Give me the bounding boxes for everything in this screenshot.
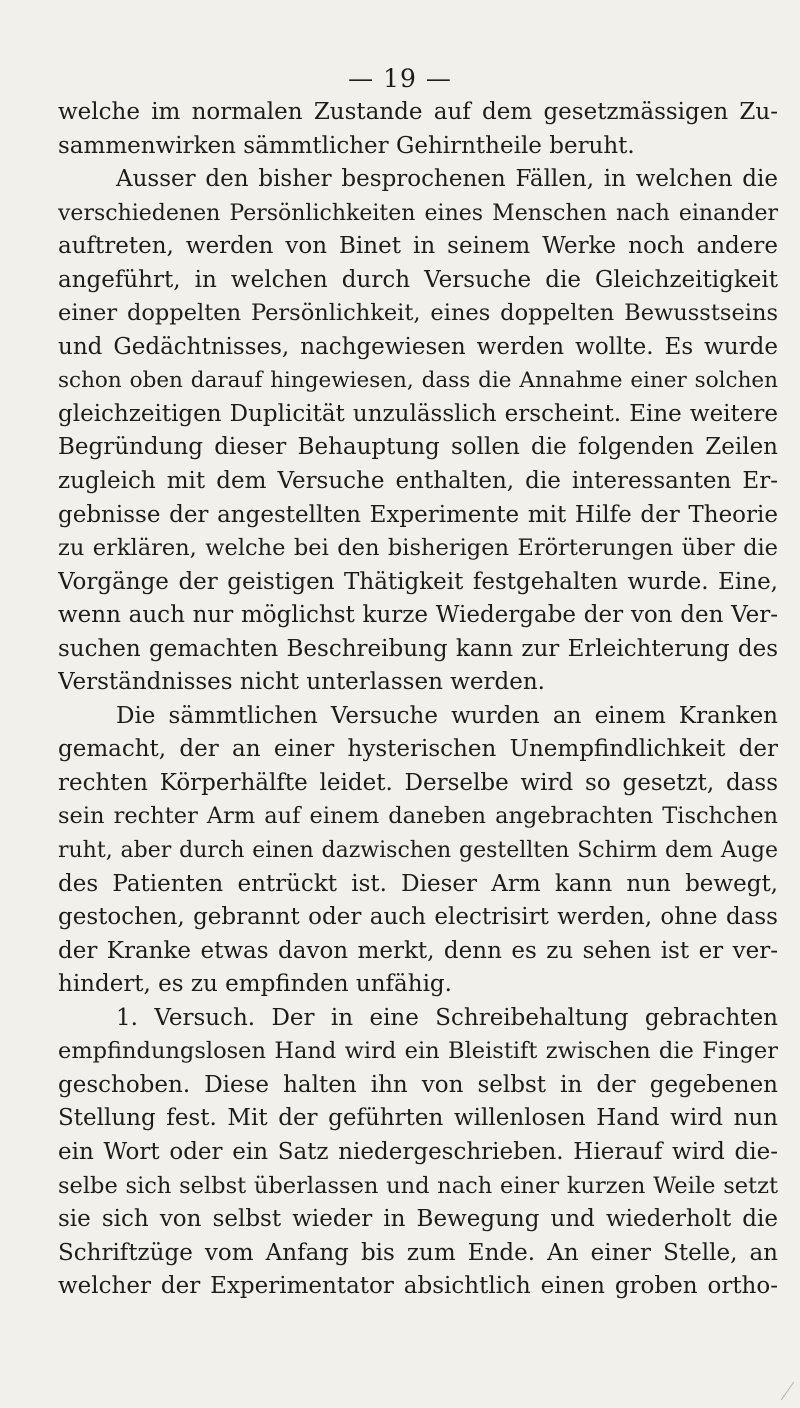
text-line: rechten Körperhälfte leidet. Derselbe wird so gesetzt, dass [58, 769, 778, 796]
text-line: gleichzeitigen Duplicität unzulässlich erscheint. Eine weitere [58, 400, 778, 427]
text-line: angeführt, in welchen durch Versuche die Gleichzeitigkeit [58, 266, 778, 293]
scan-mark [781, 1382, 794, 1401]
text-line: Stellung fest. Mit der geführten willenlosen Hand wird nun [58, 1105, 778, 1132]
text-line: suchen gemachten Beschreibung kann zur Erleichterung des [58, 635, 778, 662]
text-line: hindert, es zu empfinden unfähig. [58, 971, 452, 998]
text-line: zu erklären, welche bei den bisherigen Erörterungen über die [58, 535, 778, 562]
text-line: Die sämmtlichen Versuche wurden an einem Kranken [116, 702, 778, 729]
text-line: Verständnisses nicht unterlassen werden. [58, 669, 545, 696]
page-number: — 19 — [348, 64, 452, 93]
text-line: Begründung dieser Behauptung sollen die folgenden Zeilen [58, 434, 778, 461]
text-line: und Gedächtnisses, nachgewiesen werden wollte. Es wurde [58, 333, 778, 360]
text-line: Schriftzüge vom Anfang bis zum Ende. An einer Stelle, an [58, 1239, 778, 1266]
text-line: Vorgänge der geistigen Thätigkeit festgehalten wurde. Eine, [58, 568, 778, 595]
text-line: ruht, aber durch einen dazwischen gestellten Schirm dem Auge [58, 838, 778, 864]
text-line: gestochen, gebrannt oder auch electrisirt werden, ohne dass [58, 904, 778, 931]
text-line: Ausser den bisher besprochenen Fällen, in welchen die [116, 166, 778, 193]
text-line: ein Wort oder ein Satz niedergeschrieben. Hierauf wird die- [58, 1138, 778, 1165]
text-line: wenn auch nur möglichst kurze Wiedergabe der von den Ver- [58, 602, 778, 629]
text-line: geschoben. Diese halten ihn von selbst in der gegebenen [58, 1071, 778, 1098]
text-line: sie sich von selbst wieder in Bewegung und wiederholt die [58, 1206, 778, 1233]
text-line: gemacht, der an einer hysterischen Unempfindlichkeit der [58, 736, 778, 763]
text-line: verschiedenen Persönlichkeiten eines Menschen nach einander [58, 200, 778, 226]
text-line: sein rechter Arm auf einem daneben angebrachten Tischchen [58, 803, 778, 830]
text-line: einer doppelten Persönlichkeit, eines doppelten Bewusstseins [58, 300, 778, 327]
text-line: zugleich mit dem Versuche enthalten, die interessanten Er- [58, 468, 778, 495]
text-line: gebnisse der angestellten Experimente mit Hilfe der Theorie [58, 501, 778, 528]
text-line: der Kranke etwas davon merkt, denn es zu sehen ist er ver- [58, 937, 778, 964]
text-line: empfindungslosen Hand wird ein Bleistift zwischen die Finger [58, 1038, 778, 1065]
text-line: welcher der Experimentator absichtlich einen groben ortho- [58, 1273, 778, 1300]
text-line: sammenwirken sämmtlicher Gehirntheile beruht. [58, 132, 635, 159]
text-line: welche im normalen Zustande auf dem gesetzmässigen Zu- [58, 99, 778, 125]
text-line: selbe sich selbst überlassen und nach einer kurzen Weile setzt [58, 1172, 778, 1199]
body-text [58, 96, 778, 1304]
text-line: auftreten, werden von Binet in seinem Werke noch andere [58, 233, 778, 260]
text-line: des Patienten entrückt ist. Dieser Arm kann nun bewegt, [58, 870, 778, 897]
text-line: 1. Versuch. Der in eine Schreibehaltung gebrachten [116, 1004, 778, 1031]
text-line: schon oben darauf hingewiesen, dass die Annahme einer solchen [58, 368, 778, 394]
